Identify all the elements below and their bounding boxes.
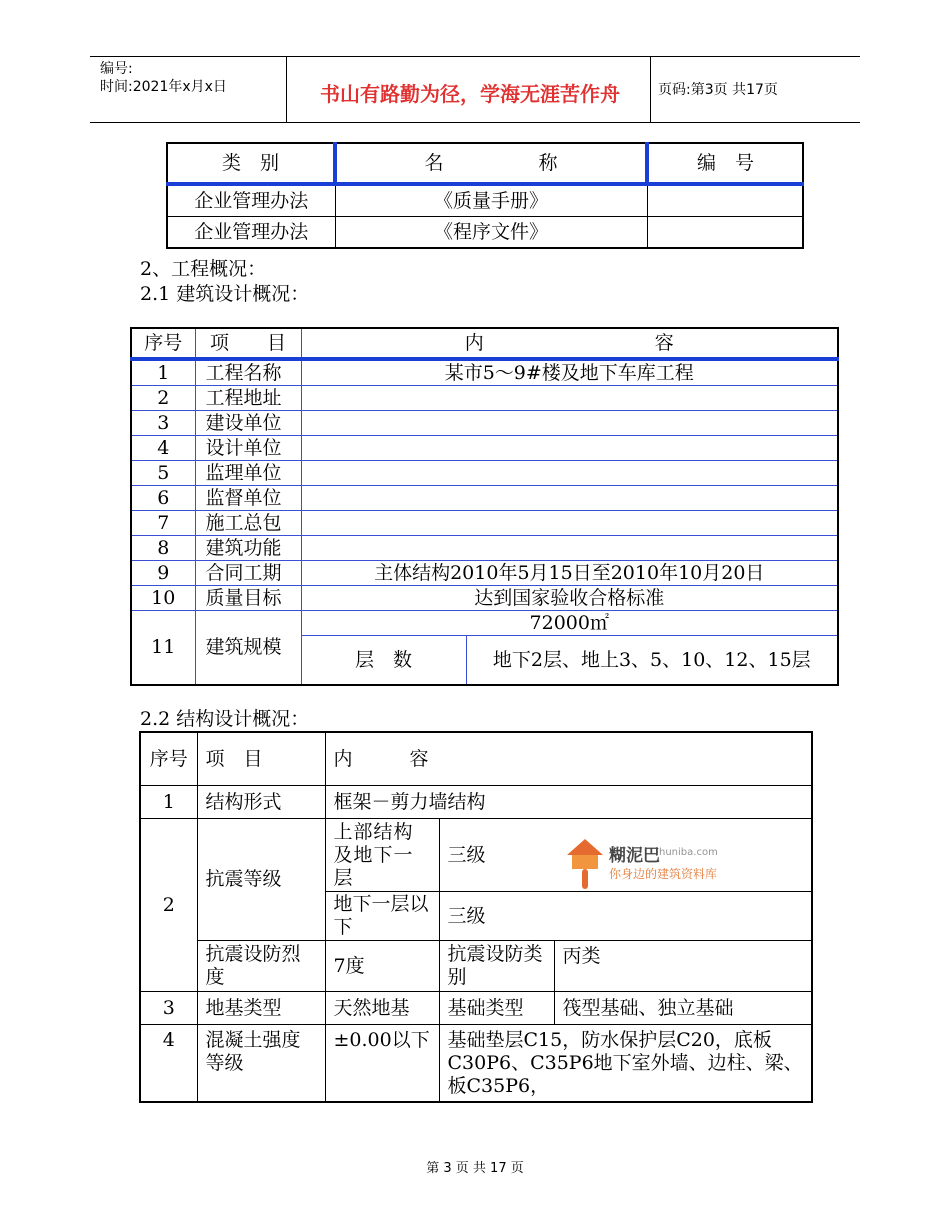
row-serial: 11 — [131, 611, 195, 686]
row-content — [301, 511, 838, 536]
page-footer: 第 3 页 共 17 页 — [426, 1161, 524, 1176]
table-row — [131, 436, 838, 461]
row-item: 监督单位 — [195, 486, 301, 511]
header-serial: 序号 — [131, 328, 195, 359]
table-row — [140, 786, 812, 819]
base-type-value: 筏型基础、独立基础 — [554, 992, 812, 1025]
table-row — [140, 941, 812, 992]
document-category-table — [166, 142, 804, 249]
watermark-domain: huniba.com — [659, 847, 718, 858]
row-item: 工程名称 — [195, 359, 301, 386]
row-item: 监理单位 — [195, 461, 301, 486]
row-item: 设计单位 — [195, 436, 301, 461]
row-item: 抗震等级 — [197, 819, 325, 941]
table-row — [131, 411, 838, 436]
row-item: 合同工期 — [195, 561, 301, 586]
row-item: 结构形式 — [197, 786, 325, 819]
table-row — [131, 359, 838, 386]
table-header-row — [140, 732, 812, 786]
table-row — [131, 536, 838, 561]
row-serial: 9 — [131, 561, 195, 586]
table-row — [140, 992, 812, 1025]
header-motto: 书山有路勤为径，学海无涯苦作舟 — [320, 82, 620, 106]
house-brush-icon — [565, 835, 605, 891]
row-serial: 1 — [131, 359, 195, 386]
foundation-type: 天然地基 — [325, 992, 439, 1025]
row-serial: 7 — [131, 511, 195, 536]
header-divider-right — [650, 56, 651, 122]
table-row — [131, 486, 838, 511]
watermark-logo — [565, 835, 765, 895]
row-serial: 3 — [131, 411, 195, 436]
watermark-name: 糊泥巴 — [609, 846, 660, 866]
row-item: 建筑功能 — [195, 536, 301, 561]
table-row — [131, 461, 838, 486]
header-bottom-rule — [90, 122, 860, 123]
table-row — [131, 511, 838, 536]
table-row — [167, 184, 803, 217]
seismic-sub1-label: 上部结构及地下一层 — [325, 819, 439, 892]
row-content: 框架－剪力墙结构 — [325, 786, 812, 819]
concrete-sub-label: ±0.00以下 — [325, 1025, 439, 1103]
row-serial: 2 — [131, 386, 195, 411]
row-content: 达到国家验收合格标准 — [301, 586, 838, 611]
row-serial: 8 — [131, 536, 195, 561]
section-heading-2-1: 2.1 建筑设计概况： — [140, 283, 310, 305]
seismic-intensity-value: 7度 — [325, 941, 439, 992]
seismic-sub1-value: 三级 — [439, 819, 812, 892]
watermark-slogan: 你身边的建筑资料库 — [609, 867, 718, 881]
building-design-table — [130, 327, 839, 686]
table-row — [131, 586, 838, 611]
row-serial: 4 — [140, 1025, 197, 1103]
table-row — [140, 1025, 812, 1103]
row-item: 混凝土强度等级 — [197, 1025, 325, 1103]
row-content — [301, 461, 838, 486]
header-category: 类 别 — [167, 143, 335, 184]
seismic-sub2-value: 三级 — [439, 892, 812, 941]
table-row — [131, 386, 838, 411]
row-serial: 5 — [131, 461, 195, 486]
concrete-grade-value: 基础垫层C15，防水保护层C20，底板C30P6、C35P6地下室外墙、边柱、梁、板C35P6， — [439, 1025, 812, 1103]
floors-label: 层 数 — [301, 636, 466, 686]
row-serial: 6 — [131, 486, 195, 511]
header-time-label: 时间:2021年x月x日 — [100, 79, 227, 95]
row-content — [301, 411, 838, 436]
header-top-rule — [90, 56, 860, 57]
header-item: 项 目 — [195, 328, 301, 359]
row-serial: 3 — [140, 992, 197, 1025]
header-content: 内 容 — [301, 328, 838, 359]
floors-value: 地下2层、地上3、5、10、12、15层 — [466, 636, 838, 686]
header-item: 项 目 — [197, 732, 325, 786]
structural-design-table — [139, 731, 813, 1103]
row-content — [301, 486, 838, 511]
table-header-row — [167, 143, 803, 184]
header-content: 内 容 — [325, 732, 812, 786]
header-name: 名 称 — [335, 143, 647, 184]
section-heading-2-2: 2.2 结构设计概况： — [140, 708, 310, 730]
header-divider-left — [286, 56, 287, 122]
row-serial: 10 — [131, 586, 195, 611]
row-content — [301, 386, 838, 411]
row-content — [301, 536, 838, 561]
row-content — [301, 436, 838, 461]
row-content: 某市5～9#楼及地下车库工程 — [301, 359, 838, 386]
seismic-intensity-label: 抗震设防烈度 — [197, 941, 325, 992]
header-code-label: 编号: — [100, 61, 133, 77]
row-item: 施工总包 — [195, 511, 301, 536]
row-content: 主体结构2010年5月15日至2010年10月20日 — [301, 561, 838, 586]
row-serial: 4 — [131, 436, 195, 461]
cell-name: 《质量手册》 — [335, 184, 647, 217]
row-serial: 2 — [140, 819, 197, 992]
table-row — [131, 561, 838, 586]
header-code: 编 号 — [647, 143, 803, 184]
row-item: 工程地址 — [195, 386, 301, 411]
header-page-label: 页码:第3页 共17页 — [658, 82, 778, 98]
table-row — [167, 217, 803, 249]
seismic-class-label: 抗震设防类别 — [439, 941, 554, 992]
base-type-label: 基础类型 — [439, 992, 554, 1025]
seismic-class-value: 丙类 — [554, 941, 812, 992]
section-heading-2: 2、工程概况： — [140, 258, 267, 280]
cell-code — [647, 217, 803, 249]
cell-category: 企业管理办法 — [167, 184, 335, 217]
row-item: 质量目标 — [195, 586, 301, 611]
cell-category: 企业管理办法 — [167, 217, 335, 249]
row-item: 建设单位 — [195, 411, 301, 436]
row-content-area: 72000㎡ — [301, 611, 838, 636]
row-serial: 1 — [140, 786, 197, 819]
seismic-sub2-label: 地下一层以下 — [325, 892, 439, 941]
row-item: 地基类型 — [197, 992, 325, 1025]
cell-name: 《程序文件》 — [335, 217, 647, 249]
row-item: 建筑规模 — [195, 611, 301, 686]
table-header-row — [131, 328, 838, 359]
header-serial: 序号 — [140, 732, 197, 786]
cell-code — [647, 184, 803, 217]
table-row — [131, 611, 838, 636]
